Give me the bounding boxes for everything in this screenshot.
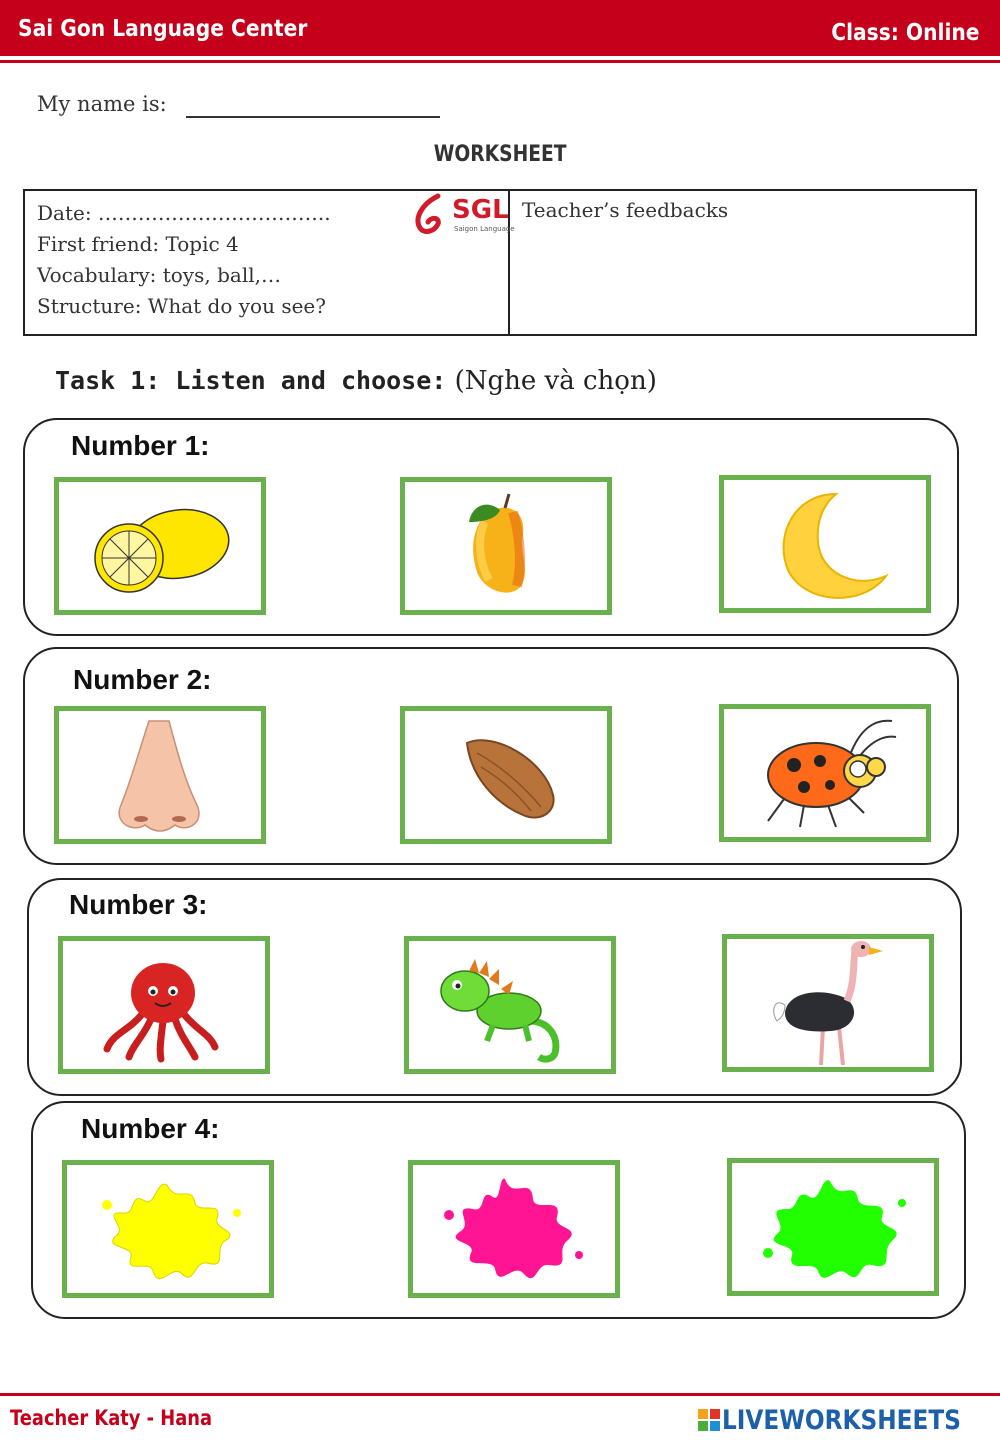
liveworksheets-icon bbox=[698, 1409, 720, 1431]
octopus-icon bbox=[63, 941, 265, 1069]
name-input-line[interactable] bbox=[186, 116, 440, 118]
class-label: Class: Online bbox=[831, 20, 980, 46]
mango-icon bbox=[405, 482, 607, 610]
date-line: Date: …………………………….. bbox=[37, 201, 331, 225]
option-2c[interactable] bbox=[719, 704, 931, 842]
yellow-splash-icon bbox=[67, 1165, 269, 1293]
option-4a[interactable] bbox=[62, 1160, 274, 1298]
question-1-label: Number 1: bbox=[71, 430, 210, 461]
option-1c[interactable] bbox=[719, 475, 931, 613]
lesson-line: First friend: Topic 4 bbox=[37, 232, 239, 256]
option-3c[interactable] bbox=[722, 934, 934, 1072]
pink-splash-icon bbox=[413, 1165, 615, 1293]
question-2-label: Number 2: bbox=[73, 664, 212, 695]
vocabulary-line: Vocabulary: toys, ball,… bbox=[37, 263, 281, 287]
question-4-label: Number 4: bbox=[81, 1113, 220, 1144]
task-1-title-translation: (Nghe và chọn) bbox=[454, 366, 657, 396]
ladybug-icon bbox=[724, 709, 926, 837]
header-divider bbox=[0, 60, 1000, 63]
liveworksheets-brand: LIVEWORKSHEETS bbox=[722, 1405, 961, 1436]
option-2a[interactable] bbox=[54, 706, 266, 844]
lemon-icon bbox=[59, 482, 261, 610]
logo-subtitle: Saigon Language bbox=[454, 225, 515, 233]
nose-icon bbox=[59, 711, 261, 839]
option-3b[interactable] bbox=[404, 936, 616, 1074]
question-3-label: Number 3: bbox=[69, 889, 208, 920]
teacher-name: Teacher Katy - Hana bbox=[10, 1406, 212, 1430]
moon-icon bbox=[724, 480, 926, 608]
sgl-swoosh-icon bbox=[412, 192, 452, 238]
worksheet-title: WORKSHEET bbox=[433, 142, 567, 167]
teacher-feedback-label: Teacher’s feedbacks bbox=[522, 198, 729, 222]
option-1b[interactable] bbox=[400, 477, 612, 615]
green-splash-icon bbox=[732, 1163, 934, 1291]
task-1-title bbox=[55, 366, 657, 396]
center-name: Sai Gon Language Center bbox=[18, 16, 308, 42]
footer-divider bbox=[0, 1393, 1000, 1396]
iguana-icon bbox=[409, 941, 611, 1069]
task-1-title-bold: Task 1: Listen and choose: bbox=[55, 366, 447, 395]
option-3a[interactable] bbox=[58, 936, 270, 1074]
option-4c[interactable] bbox=[727, 1158, 939, 1296]
ostrich-icon bbox=[727, 939, 929, 1067]
lesson-info bbox=[37, 198, 331, 322]
option-2b[interactable] bbox=[400, 706, 612, 844]
option-4b[interactable] bbox=[408, 1160, 620, 1298]
almond-icon bbox=[405, 711, 607, 839]
logo-text: SGL bbox=[452, 195, 509, 225]
header-bar bbox=[0, 0, 1000, 56]
structure-line: Structure: What do you see? bbox=[37, 294, 326, 318]
option-1a[interactable] bbox=[54, 477, 266, 615]
sgl-logo bbox=[412, 192, 515, 238]
name-prompt: My name is: bbox=[37, 92, 167, 116]
